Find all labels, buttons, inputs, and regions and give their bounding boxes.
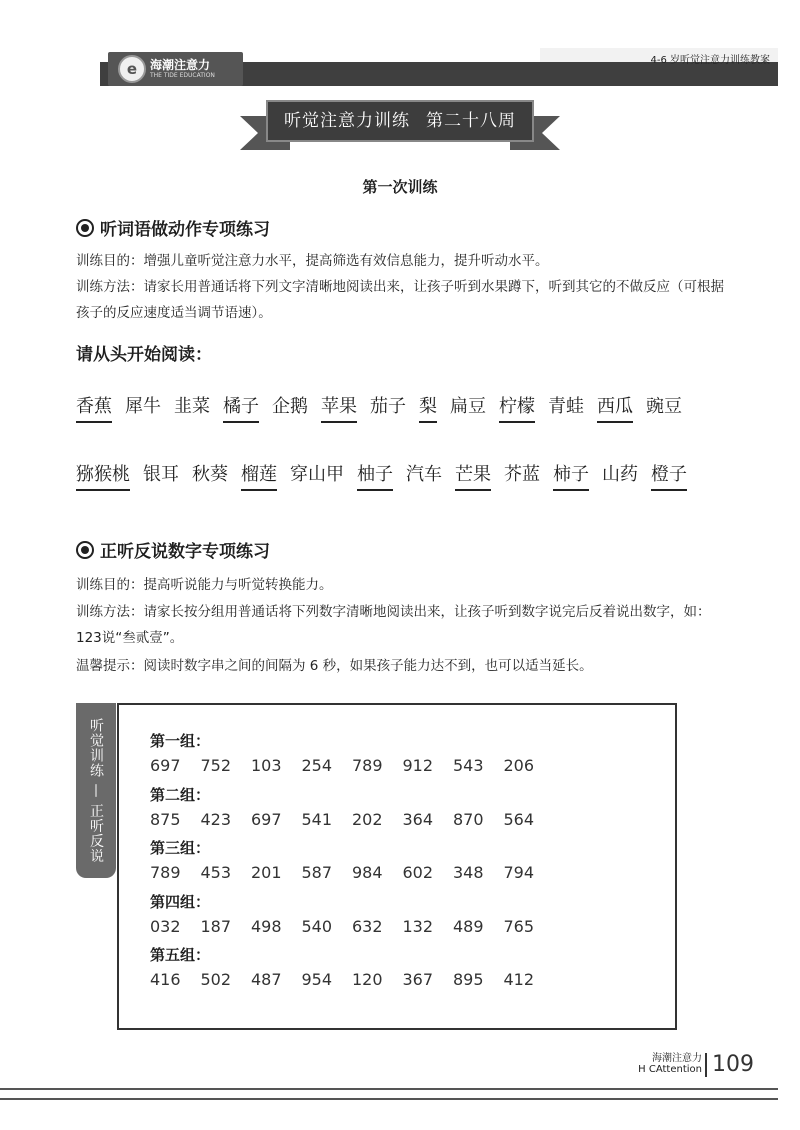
number-item: 206 xyxy=(503,756,535,775)
word-item: 茄子 xyxy=(370,396,406,417)
number-item: 541 xyxy=(301,809,333,829)
number-item: 984 xyxy=(352,863,383,882)
word-row-1 xyxy=(76,392,695,423)
number-item: 103 xyxy=(251,756,282,775)
group-numbers xyxy=(150,810,554,829)
logo-name: 海潮注意力 xyxy=(150,58,211,72)
number-item: 254 xyxy=(301,756,333,775)
number-item: 364 xyxy=(402,809,434,829)
word-fruit: 橘子 xyxy=(223,392,259,423)
word-fruit: 橙子 xyxy=(651,460,687,491)
section1-heading xyxy=(76,215,270,240)
footer-divider xyxy=(705,1053,707,1077)
word-fruit: 芒果 xyxy=(455,460,491,491)
footer-brand-cn: 海潮注意力 xyxy=(652,1053,702,1064)
week-banner xyxy=(266,100,534,142)
word-item: 扁豆 xyxy=(450,396,486,417)
word-item: 汽车 xyxy=(406,464,442,485)
book-title: 4-6 岁听觉注意力训练教案 xyxy=(650,55,770,66)
footer-brand xyxy=(626,1053,702,1075)
footer-rule xyxy=(0,1088,778,1100)
bullet-icon xyxy=(76,541,94,559)
group-numbers xyxy=(150,970,554,989)
number-item: 912 xyxy=(402,756,434,775)
word-fruit: 柚子 xyxy=(357,460,393,491)
number-item: 453 xyxy=(200,863,232,882)
word-fruit: 猕猴桃 xyxy=(76,460,130,491)
page-number: 109 xyxy=(712,1052,754,1077)
section2-heading xyxy=(76,537,270,562)
number-item: 564 xyxy=(503,809,535,829)
section2-tip: 温馨提示：阅读时数字串之间的间隔为 6 秒，如果孩子能力达不到，也可以适当延长。 xyxy=(76,658,593,674)
word-item: 穿山甲 xyxy=(290,464,344,485)
group-label: 第二组： xyxy=(150,785,211,804)
read-prompt: 请从头开始阅读： xyxy=(76,345,212,365)
word-fruit: 柠檬 xyxy=(499,392,535,423)
number-item: 412 xyxy=(503,970,535,989)
number-item: 789 xyxy=(352,756,383,775)
word-item: 秋葵 xyxy=(192,464,228,485)
word-item: 银耳 xyxy=(143,464,179,485)
word-item: 企鹅 xyxy=(272,396,308,417)
section1-heading-text: 听词语做动作专项练习 xyxy=(100,220,270,240)
section2-heading-text: 正听反说数字专项练习 xyxy=(100,542,270,562)
word-item: 韭菜 xyxy=(174,396,210,417)
number-item: 794 xyxy=(503,863,535,882)
banner-title: 听觉注意力训练 xyxy=(284,111,410,131)
word-row-2 xyxy=(76,460,700,491)
logo-subtitle: THE TIDE EDUCATION xyxy=(150,72,215,79)
group-label: 第三组： xyxy=(150,839,211,857)
word-item: 芥蓝 xyxy=(504,464,540,485)
section1-method: 训练方法：请家长用普通话将下列文字清晰地阅读出来，让孩子听到水果蹲下，听到其它的不做反应（可根据孩子的反应速度适当调节语速）。 xyxy=(76,279,724,321)
number-item: 632 xyxy=(352,916,383,936)
number-item: 502 xyxy=(200,970,232,989)
number-item: 348 xyxy=(453,863,484,882)
group-numbers xyxy=(150,917,554,936)
number-item: 870 xyxy=(453,809,484,829)
section2-method: 训练方法：请家长按分组用普通话将下列数字清晰地阅读出来，让孩子听到数字说完后反着说出数字，如：123说“叁贰壹”。 xyxy=(76,604,711,646)
number-item: 697 xyxy=(251,809,282,829)
group-label: 第五组： xyxy=(150,946,211,964)
banner-week: 第二十八周 xyxy=(426,111,516,131)
number-item: 602 xyxy=(402,863,434,882)
group-numbers xyxy=(150,863,554,882)
word-fruit: 香蕉 xyxy=(76,392,112,423)
number-item: 895 xyxy=(453,970,484,989)
number-item: 120 xyxy=(352,970,383,989)
session-title: 第一次训练 xyxy=(362,178,438,196)
number-item: 367 xyxy=(402,970,434,989)
number-item: 132 xyxy=(402,916,434,936)
word-fruit: 苹果 xyxy=(321,392,357,423)
number-item: 752 xyxy=(200,756,232,775)
number-item: 587 xyxy=(301,863,333,882)
bullet-icon xyxy=(76,219,94,237)
word-item: 豌豆 xyxy=(646,396,682,417)
side-tab: 听觉训练 — 正听反说 xyxy=(76,703,116,878)
number-item: 765 xyxy=(503,916,535,936)
word-fruit: 西瓜 xyxy=(597,392,633,423)
number-item: 498 xyxy=(251,916,282,936)
number-item: 875 xyxy=(150,809,181,829)
number-item: 032 xyxy=(150,916,181,936)
logo-icon: e xyxy=(118,55,146,83)
number-item: 416 xyxy=(150,970,181,989)
group-label: 第一组： xyxy=(150,732,211,750)
number-item: 202 xyxy=(352,809,383,829)
word-fruit: 榴莲 xyxy=(241,460,277,491)
number-item: 954 xyxy=(301,970,333,989)
number-item: 697 xyxy=(150,756,181,775)
word-fruit: 梨 xyxy=(419,392,437,423)
section1-goal: 训练目的：增强儿童听觉注意力水平，提高筛选有效信息能力，提升听动水平。 xyxy=(76,253,549,269)
number-item: 489 xyxy=(453,916,484,936)
word-item: 犀牛 xyxy=(125,396,161,417)
number-item: 540 xyxy=(301,916,333,936)
number-item: 187 xyxy=(200,916,232,936)
number-item: 789 xyxy=(150,863,181,882)
number-item: 543 xyxy=(453,756,484,775)
number-item: 423 xyxy=(200,809,232,829)
footer-brand-en: H CAttention xyxy=(638,1064,702,1075)
group-label: 第四组： xyxy=(150,892,211,911)
word-fruit: 柿子 xyxy=(553,460,589,491)
number-item: 201 xyxy=(251,863,282,882)
word-item: 青蛙 xyxy=(548,396,584,417)
section2-goal: 训练目的：提高听说能力与听觉转换能力。 xyxy=(76,577,333,593)
number-item: 487 xyxy=(251,970,282,989)
word-item: 山药 xyxy=(602,464,638,485)
group-numbers xyxy=(150,756,554,775)
